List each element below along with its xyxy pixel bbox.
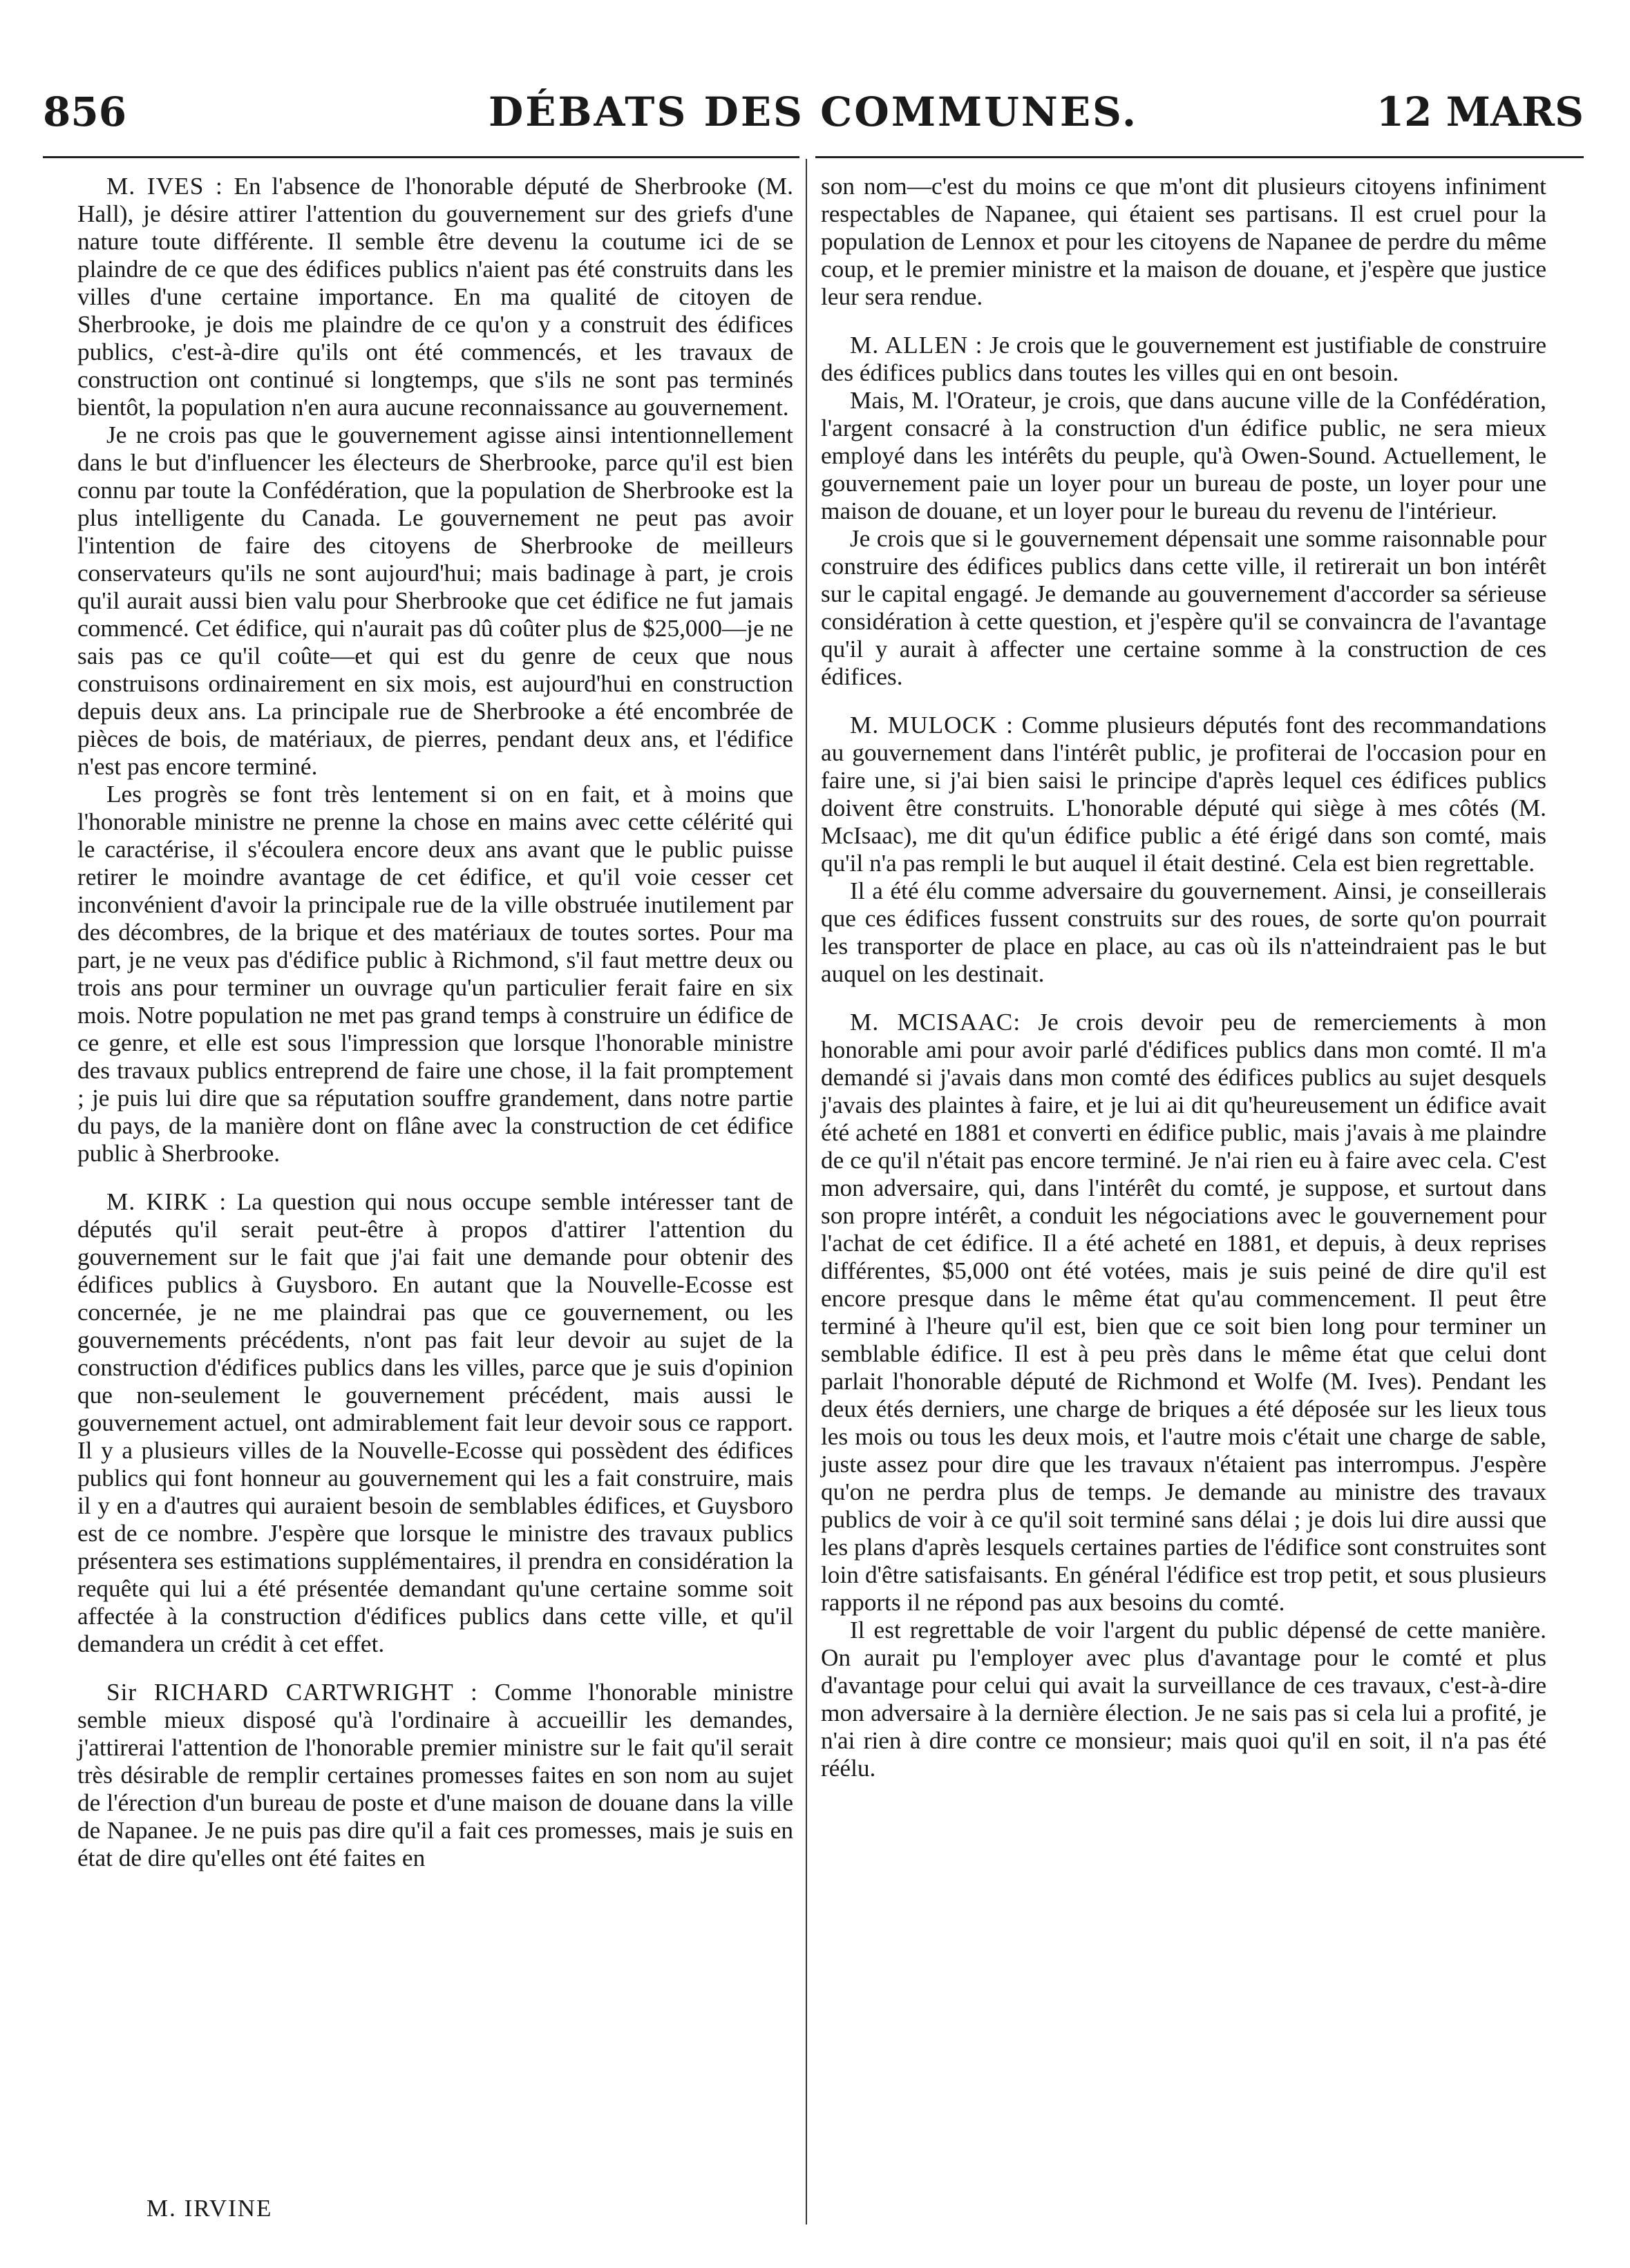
column-divider [806, 159, 807, 2224]
left-column [77, 173, 793, 1872]
speaker-name: M. ALLEN : [850, 332, 983, 359]
page-header [43, 88, 1584, 144]
speech-text: Comme plusieurs députés font des recommandations au gouvernement dans l'intérêt public, je profiterai de l'occasion pour en faire une, si j'ai bien saisi le principe d'après lequel ces édifices publics doivent être construits. L'honorable député qui siège à mes côtés (M. McIsaac), me dit qu'un édifice public a été érigé dans son comté, mais qu'il n'a pas rempli le but auquel il était destiné. Cela est bien regrettable. [821, 712, 1547, 877]
header-rule-right [815, 156, 1584, 158]
speaker-name: M. KIRK : [106, 1188, 227, 1215]
page-number: 856 [43, 88, 127, 135]
speech-ives [77, 173, 793, 421]
paragraph: Je crois que si le gouvernement dépensait une somme raisonnable pour construire des édifices publics dans cette ville, il retirerait un bon intérêt sur le capital engagé. Je demande au gouvernement d'accorder sa sérieuse considération à cette question, et j'espère qu'il se convaincra de l'avantage qu'il y aurait à affecter une certaine somme à la construction de ces édifices. [821, 525, 1546, 690]
page-date: 12 MARS [1376, 88, 1584, 135]
footer-signature: M. IRVINE [146, 2195, 273, 2222]
speech-mulock [821, 712, 1546, 877]
paragraph: Mais, M. l'Orateur, je crois, que dans aucune ville de la Confédération, l'argent consacré à la construction d'un édifice public, ne sera mieux employé dans les intérêts du peuple, qu'à Owen-Sound. Actuellement, le gouvernement paie un loyer pour un bureau de poste, un loyer pour une maison de douane, et un loyer pour le bureau du revenu de l'intérieur. [821, 387, 1546, 524]
speaker-name: M. MCISAAC: [850, 1009, 1021, 1036]
paragraph: Je ne crois pas que le gouvernement agisse ainsi intentionnellement dans le but d'influencer les électeurs de Sherbrooke, parce qu'il est bien connu par toute la Confédération, que la population de Sherbrooke est la plus intelligente du Canada. Le gouvernement ne peut pas avoir l'intention de faire des citoyens de Sherbrooke de meilleurs conservateurs qu'ils ne sont aujourd'hui; mais badinage à part, je crois qu'il aurait aussi bien valu pour Sherbrooke que cet édifice ne fut jamais commencé. Cet édifice, qui n'aurait pas dû coûter plus de $25,000—je ne sais pas ce qu'il coûte—et qui est du genre de ceux que nous construisons ordinairement en six mois, est aujourd'hui en construction depuis deux ans. La principale rue de Sherbrooke a été encombrée de pièces de bois, de matériaux, de pierres, pendant deux ans, et l'édifice n'est pas encore terminé. [77, 421, 793, 780]
speech-text: Je crois devoir peu de remerciements à mon honorable ami pour avoir parlé d'édifices publics dans mon comté. Il m'a demandé si j'avais dans mon comté des édifices publics au sujet desquels j'avais des plaintes à faire, et je lui ai dit qu'heureusement un édifice avait été acheté en 1881 et converti en édifice public, mais j'avais à me plaindre de ce qu'il n'était pas encore terminé. Je n'ai rien eu à faire avec cela. C'est mon adversaire, qui, dans l'intérêt du comté, je suppose, et surtout dans son propre intérêt, a conduit les négociations avec le gouvernement pour l'achat de cet édifice. Il a été acheté en 1881, et depuis, à deux reprises différentes, $5,000 ont été votées, mais je suis peiné de dire qu'il est encore presque dans le même état qu'au commencement. Il peut être terminé à l'heure qu'il est, bien que ce soit bien long pour terminer un semblable édifice. Il est à peu près dans le même état que celui dont parlait l'honorable député de Richmond et Wolfe (M. Ives). Pendant les deux étés derniers, une charge de briques a été déposée sur les lieux tous les mois ou tous les deux mois, et l'autre mois c'était une charge de sable, juste assez pour dire que les travaux n'étaient pas interrompus. J'espère qu'on ne perdra plus de temps. Je demande au ministre des travaux publics de voir à ce qu'il soit terminé sans délai ; je dois lui dire aussi que les plans d'après lesquels certaines parties de l'édifice sont construites sont loin d'être satisfaisants. En général l'édifice est trop petit, et sous plusieurs rapports il ne répond pas aux besoins du comté. [821, 1009, 1546, 1616]
paragraph: Il a été élu comme adversaire du gouvernement. Ainsi, je conseillerais que ces édifices fussent construits sur des roues, de sorte qu'on pourrait les transporter de place en place, au cas où ils n'atteindraient pas le but auquel on les destinait. [821, 877, 1546, 987]
speech-text: En l'absence de l'honorable député de Sherbrooke (M. Hall), je désire attirer l'attention du gouvernement sur des griefs d'une nature toute différente. Il semble être devenu la coutume ici de se plaindre de ce que des édifices publics n'aient pas été construits dans les villes d'une certaine importance. En ma qualité de citoyen de Sherbrooke, je dois me plaindre de ce qu'on y a construit des édifices publics, c'est-à-dire qu'ils ont été commencés, et les travaux de construction ont continué si longtemps, que s'ils ne sont pas terminés bientôt, la population n'en aura aucune reconnaissance au gouvernement. [77, 173, 793, 421]
speaker-name: M. IVES : [106, 173, 223, 200]
speech-allen [821, 332, 1546, 387]
paragraph: Les progrès se font très lentement si on en fait, et à moins que l'honorable ministre ne prenne la chose en mains avec cette célérité qui le caractérise, il s'écoulera encore deux ans avant que le public puisse retirer le moindre avantage de cet édifice, et qu'il voie cesser cet inconvénient d'avoir la principale rue de la ville obstruée inutilement par des décombres, de la brique et des matériaux de toutes sortes. Pour ma part, je ne veux pas d'édifice public à Richmond, s'il faut mettre deux ou trois ans pour terminer un ouvrage qu'un particulier ferait faire en six mois. Notre population ne met pas grand temps à construire un édifice de ce genre, et elle est sous l'impression que lorsque l'honorable ministre des travaux publics entreprend de faire une chose, il la fait promptement ; je puis lui dire que sa réputation souffre grandement, dans notre partie du pays, de la manière dont on flâne avec la construction de cet édifice public à Sherbrooke. [77, 781, 793, 1167]
speech-mcisaac [821, 1009, 1546, 1617]
speech-kirk [77, 1188, 793, 1658]
header-rule-left [43, 156, 799, 158]
speech-cartwright [77, 1679, 793, 1872]
paragraph: Il est regrettable de voir l'argent du public dépensé de cette manière. On aurait pu l'employer avec plus d'avantage pour le comté et plus d'avantage pour celui qui avait la surveillance de ces travaux, c'est-à-dire mon adversaire à la dernière élection. Je ne sais pas si cela lui a profité, je n'ai rien à dire contre ce monsieur; mais quoi qu'il en soit, il n'a pas été réélu. [821, 1617, 1546, 1782]
speech-text: Je crois que le gouvernement est justifiable de construire des édifices publics dans toutes les villes qui en ont besoin. [821, 332, 1546, 386]
speaker-name: M. MULOCK : [850, 712, 1014, 738]
speech-text: Comme l'honorable ministre semble mieux disposé qu'à l'ordinaire à accueillir les demandes, j'attirerai l'attention de l'honorable premier ministre sur le fait qu'il serait très désirable de remplir certaines promesses faites en son nom au sujet de l'érection d'un bureau de poste et d'une maison de douane dans la ville de Napanee. Je ne puis pas dire qu'il a fait ces promesses, mais je suis en état de dire qu'elles ont été faites en [77, 1679, 793, 1871]
running-title: DÉBATS DES COMMUNES. [488, 88, 1139, 135]
paragraph: son nom—c'est du moins ce que m'ont dit plusieurs citoyens infiniment respectables de Napanee, qui étaient ses partisans. Il est cruel pour la population de Lennox et pour les citoyens de Napanee de perdre du même coup, et le premier ministre et la maison de douane, et j'espère que justice leur sera rendue. [821, 173, 1546, 310]
speaker-name: Sir RICHARD CARTWRIGHT : [106, 1679, 478, 1706]
speech-text: La question qui nous occupe semble intéresser tant de députés qu'il serait peut-être à propos d'attirer l'attention du gouvernement sur le fait que j'ai fait une demande pour obtenir des édifices publics à Guysboro. En autant que la Nouvelle-Ecosse est concernée, je ne me plaindrai pas que ce gouvernement, ou les gouvernements précédents, n'ont pas fait leur devoir au sujet de la construction d'édifices publics dans les villes, parce que je suis d'opinion que non-seulement le gouvernement précédent, mais aussi le gouvernement actuel, ont admirablement fait leur devoir sous ce rapport. Il y a plusieurs villes de la Nouvelle-Ecosse qui possèdent des édifices publics qui font honneur au gouvernement qui les a fait construire, mais il y en a d'autres qui auraient besoin de semblables édifices, et Guysboro est de ce nombre. J'espère que lorsque le ministre des travaux publics présentera ses estimations supplémentaires, il prendra en considération la requête qui lui a été présentée demandant qu'une certaine somme soit affectée à la construction d'édifices publics dans cette ville, et qu'il demandera un crédit à cet effet. [77, 1188, 793, 1657]
right-column [821, 173, 1546, 1782]
